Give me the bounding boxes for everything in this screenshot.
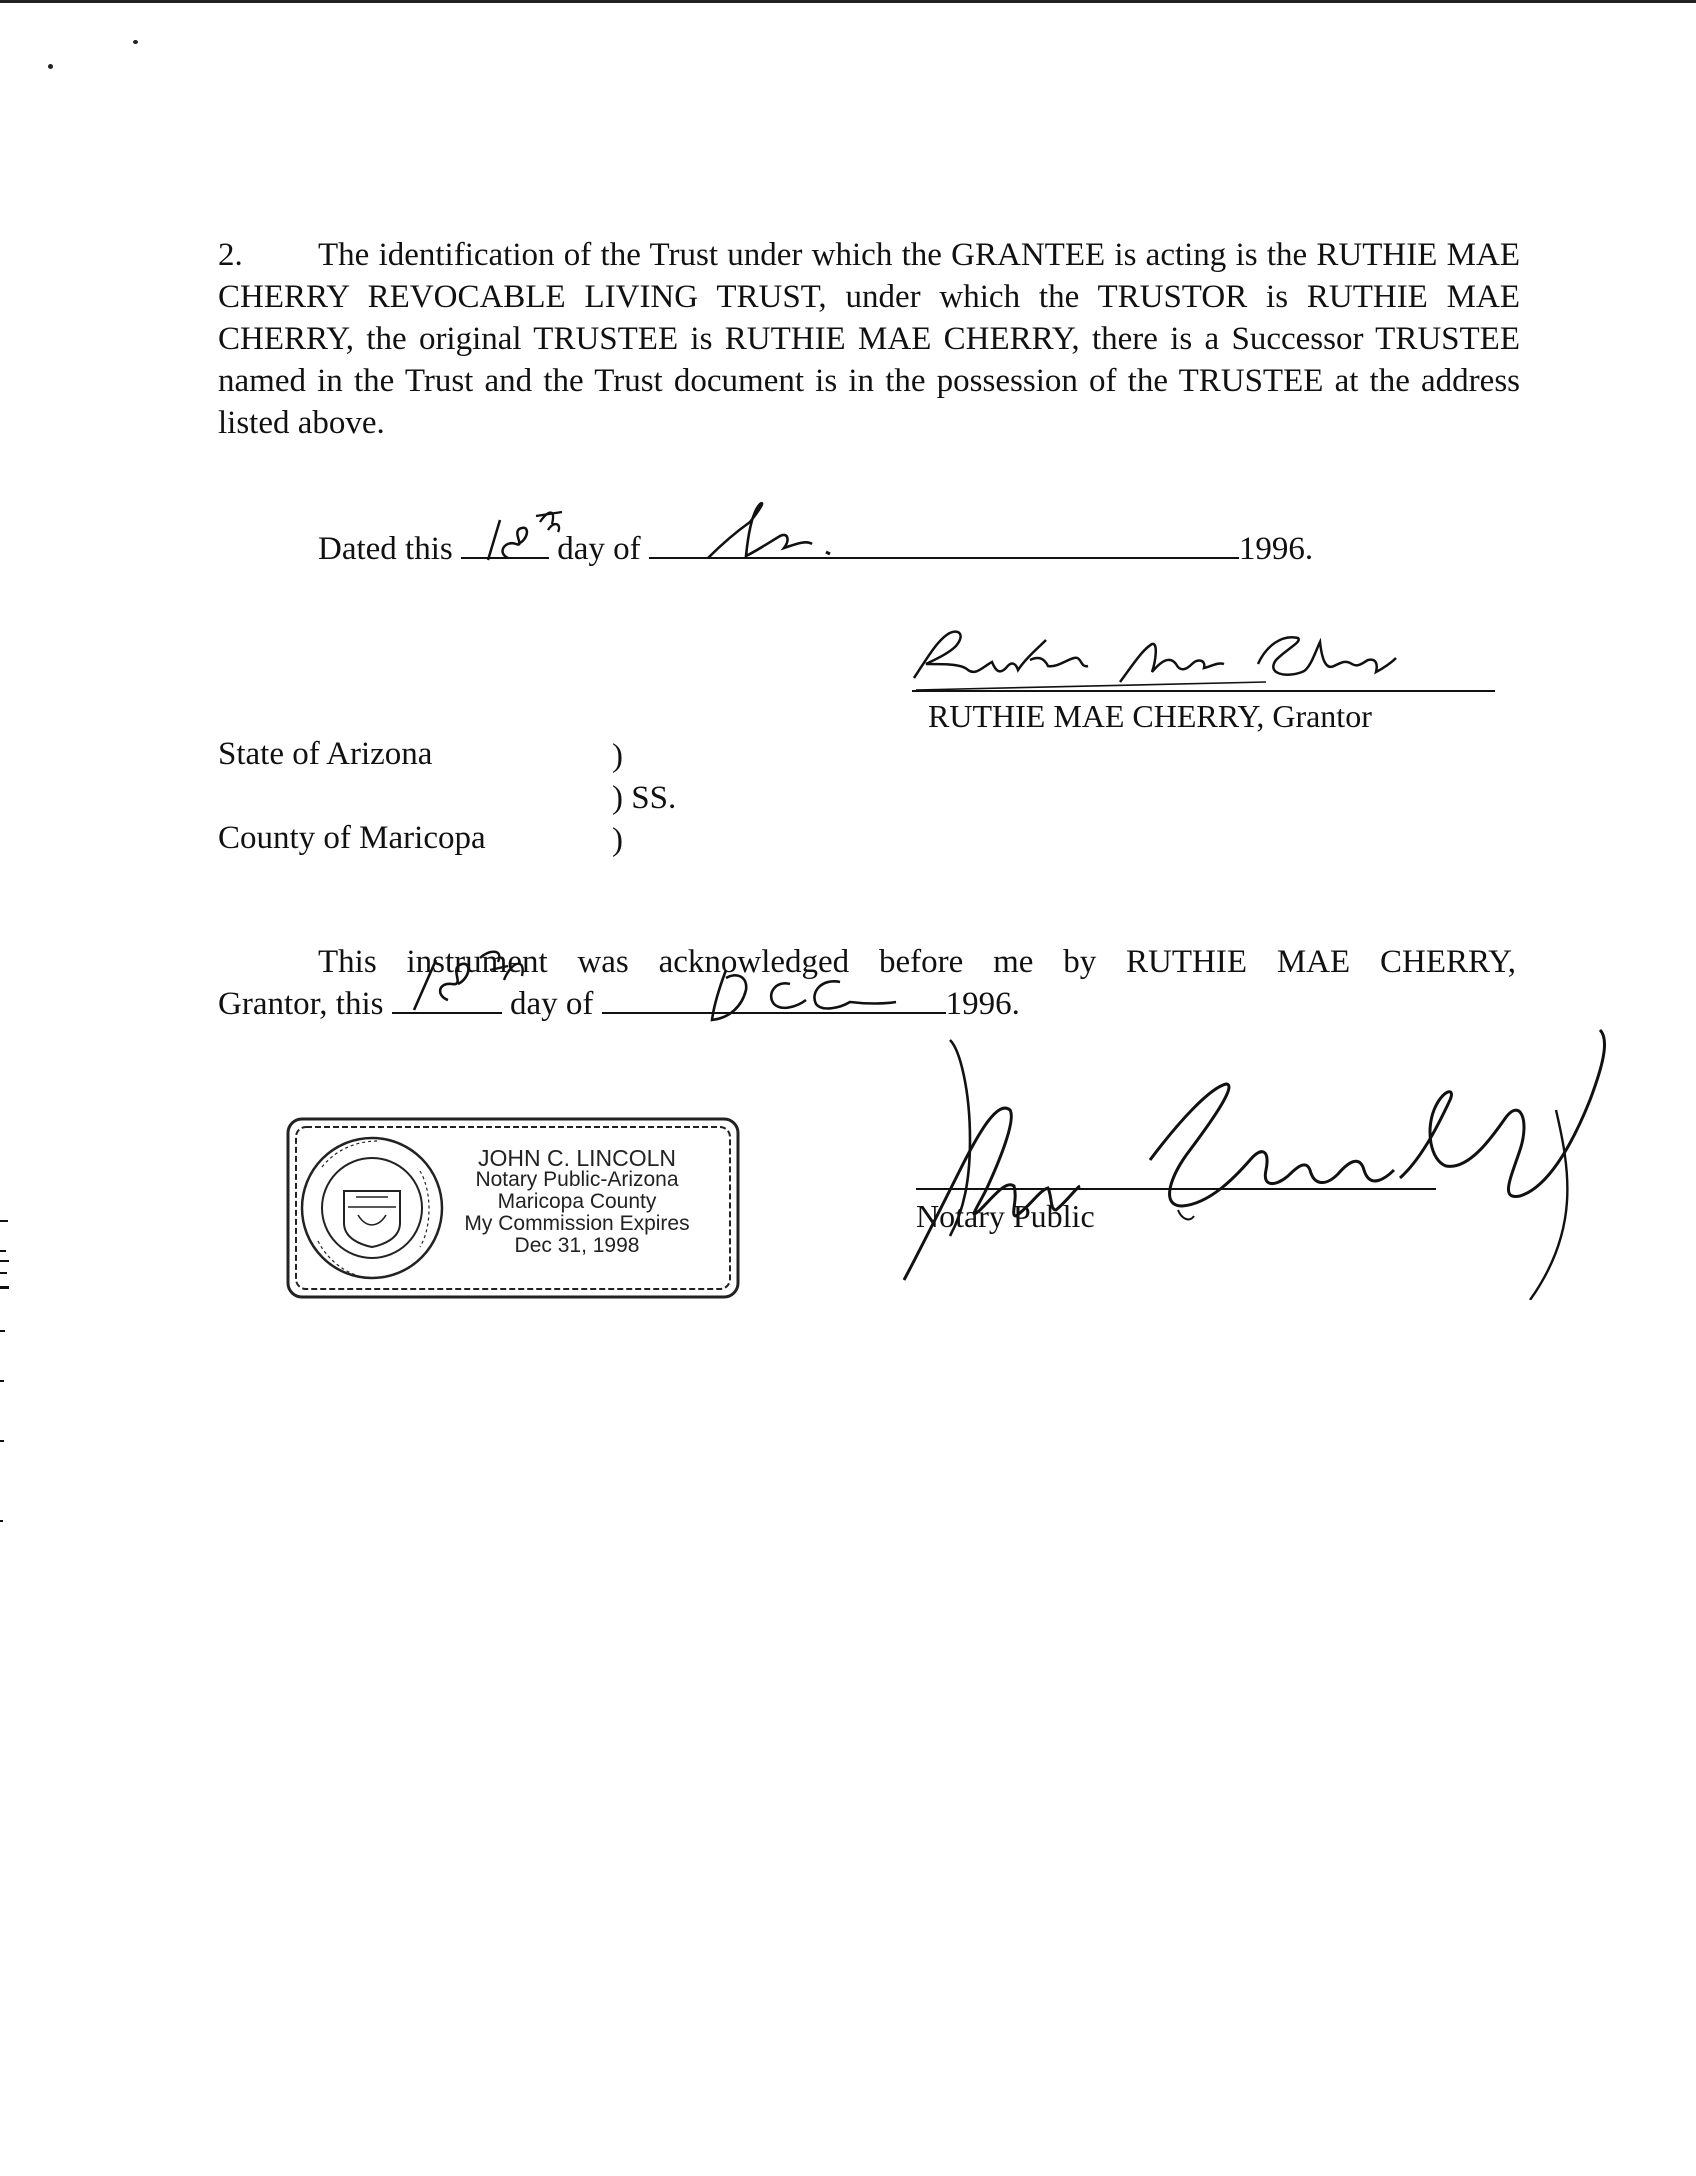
seal-expiration: Dec 31, 1998 [514,1234,640,1257]
dated-day-label: day of [557,531,641,567]
dated-prefix: Dated this [318,531,453,567]
seal-text-block [442,1147,712,1257]
acknowledgment-block [218,942,1516,1024]
dated-year: 1996. [1238,531,1314,567]
dated-month-blank[interactable] [649,527,1239,559]
notary-signature-line [916,1188,1436,1190]
seal-notary-name: JOHN C. LINCOLN [477,1145,677,1171]
notary-seal-stamp [282,1111,746,1307]
venue-state: State of Arizona [218,736,433,772]
notary-label: Notary Public [916,1198,1095,1234]
ack-day-label: day of [509,986,594,1022]
notary-signature [890,1010,1620,1300]
grantor-name-label: RUTHIE MAE CHERRY, Grantor [928,698,1372,734]
seal-notary-title: Notary Public-Arizona [475,1168,679,1191]
venue-county: County of Maricopa [218,820,486,856]
trust-identification-paragraph [218,234,1520,444]
venue-paren-2: ) [612,822,623,858]
ack-year: 1996. [945,986,1020,1022]
venue-paren-1: ) [612,738,623,774]
dated-day-blank[interactable] [461,527,549,559]
acknowledgment-prefix: Grantor, this [218,986,384,1022]
acknowledgment-line-1: This instrument was acknowledged before me by RUTHIE MAE CHERRY, [318,944,1516,980]
scan-edge-marks [0,1220,10,1540]
scan-speck [133,40,138,44]
scan-speck [48,64,53,69]
paragraph-number: 2. [218,237,243,273]
seal-commission: My Commission Expires [464,1212,690,1235]
venue-ss: ) SS. [612,780,677,816]
seal-county: Maricopa County [497,1190,657,1213]
ack-day-blank[interactable] [392,982,502,1014]
grantor-signature-line [912,690,1495,692]
grantor-signature [906,620,1406,700]
scan-top-edge [0,0,1696,3]
ack-month-blank[interactable] [602,982,946,1014]
paragraph-text: The identification of the Trust under which the GRANTEE is acting is the RUTHIE MAE CHERRY REVOCABLE LIVING TRUST, under which the TRUSTOR is RUTHIE MAE CHERRY, the original TRUSTEE is RUTHIE MAE CHERRY, there is a Successor TRUSTEE named in the Trust and the Trust document is in the possession of the TRUSTEE at the address listed above. [218,237,1520,441]
dated-line [318,527,1313,569]
